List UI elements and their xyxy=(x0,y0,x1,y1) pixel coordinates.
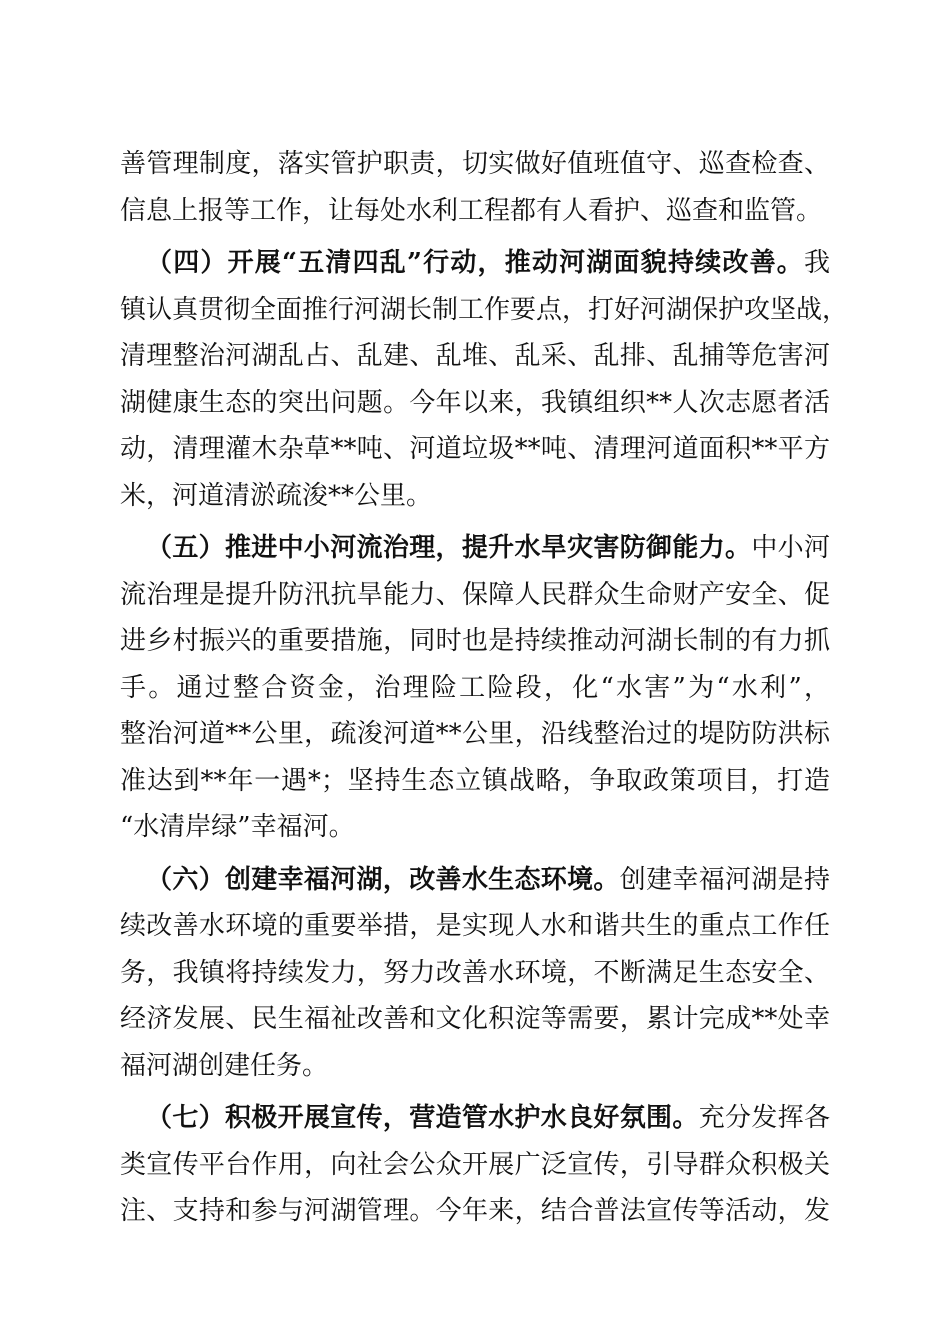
paragraph-line: 信息上报等工作，让每处水利工程都有人看护、巡查和监管。 xyxy=(120,195,823,226)
paragraph-line: 善管理制度，落实管护职责，切实做好值班值守、巡查检查、 xyxy=(120,149,830,179)
section-heading: （五）推进中小河流治理，提升水旱灾害防御能力。 xyxy=(146,533,752,563)
section-heading: （四）开展“五清四乱”行动，推动河湖面貌持续改善。 xyxy=(146,248,804,278)
paragraph-line: 湖健康生态的突出问题。今年以来，我镇组织**人次志愿者活 xyxy=(120,387,830,418)
paragraph-first-line xyxy=(120,857,830,904)
paragraph-first-line xyxy=(120,525,830,572)
paragraph-line: 动，清理灌木杂草**吨、河道垃圾**吨、清理河道面积**平方 xyxy=(120,434,830,464)
paragraph-line: 米，河道清淤疏浚**公里。 xyxy=(120,480,433,511)
paragraph-text: 我 xyxy=(803,248,830,278)
paragraph-line: 流治理是提升防汛抗旱能力、保障人民群众生命财产安全、促 xyxy=(120,579,830,610)
paragraph-line: 准达到**年一遇*；坚持生态立镇战略，争取政策项目，打造 xyxy=(120,765,830,796)
paragraph-line: 注、支持和参与河湖管理。今年来，结合普法宣传等活动，发 xyxy=(120,1196,830,1226)
paragraph-line: “水清岸绿”幸福河。 xyxy=(120,812,355,842)
paragraph-line: 镇认真贯彻全面推行河湖长制工作要点，打好河湖保护攻坚战， xyxy=(120,294,849,325)
body-text xyxy=(120,141,849,1235)
paragraph-line: 类宣传平台作用，向社会公众开展广泛宣传，引导群众积极关 xyxy=(120,1149,830,1180)
paragraph-text: 中小河 xyxy=(751,533,830,563)
section-heading: （六）创建幸福河湖，改善水生态环境。 xyxy=(146,864,620,895)
paragraph-first-line xyxy=(120,1095,830,1142)
paragraph-line: 手。通过整合资金，治理险工险段，化“水害”为“水利”， xyxy=(120,672,830,703)
paragraph-line: 务，我镇将持续发力，努力改善水环境，不断满足生态安全、 xyxy=(120,957,830,988)
paragraph-line: 续改善水环境的重要举措，是实现人水和谐共生的重点工作任 xyxy=(120,911,830,941)
paragraph-line: 进乡村振兴的重要措施，同时也是持续推动河湖长制的有力抓 xyxy=(120,626,830,656)
paragraph-first-line xyxy=(120,240,830,287)
paragraph-line: 福河湖创建任务。 xyxy=(120,1050,329,1081)
paragraph-text: 创建幸福河湖是持 xyxy=(619,864,830,895)
section-heading: （七）积极开展宣传，营造管水护水良好氛围。 xyxy=(146,1103,699,1133)
paragraph-line: 整治河道**公里，疏浚河道**公里，沿线整治过的堤防防洪标 xyxy=(120,719,830,749)
paragraph-line: 清理整治河湖乱占、乱建、乱堆、乱采、乱排、乱捕等危害河 xyxy=(120,341,830,371)
paragraph-text: 充分发挥各 xyxy=(698,1103,830,1133)
paragraph-line: 经济发展、民生福祉改善和文化积淀等需要，累计完成**处幸 xyxy=(120,1004,830,1034)
